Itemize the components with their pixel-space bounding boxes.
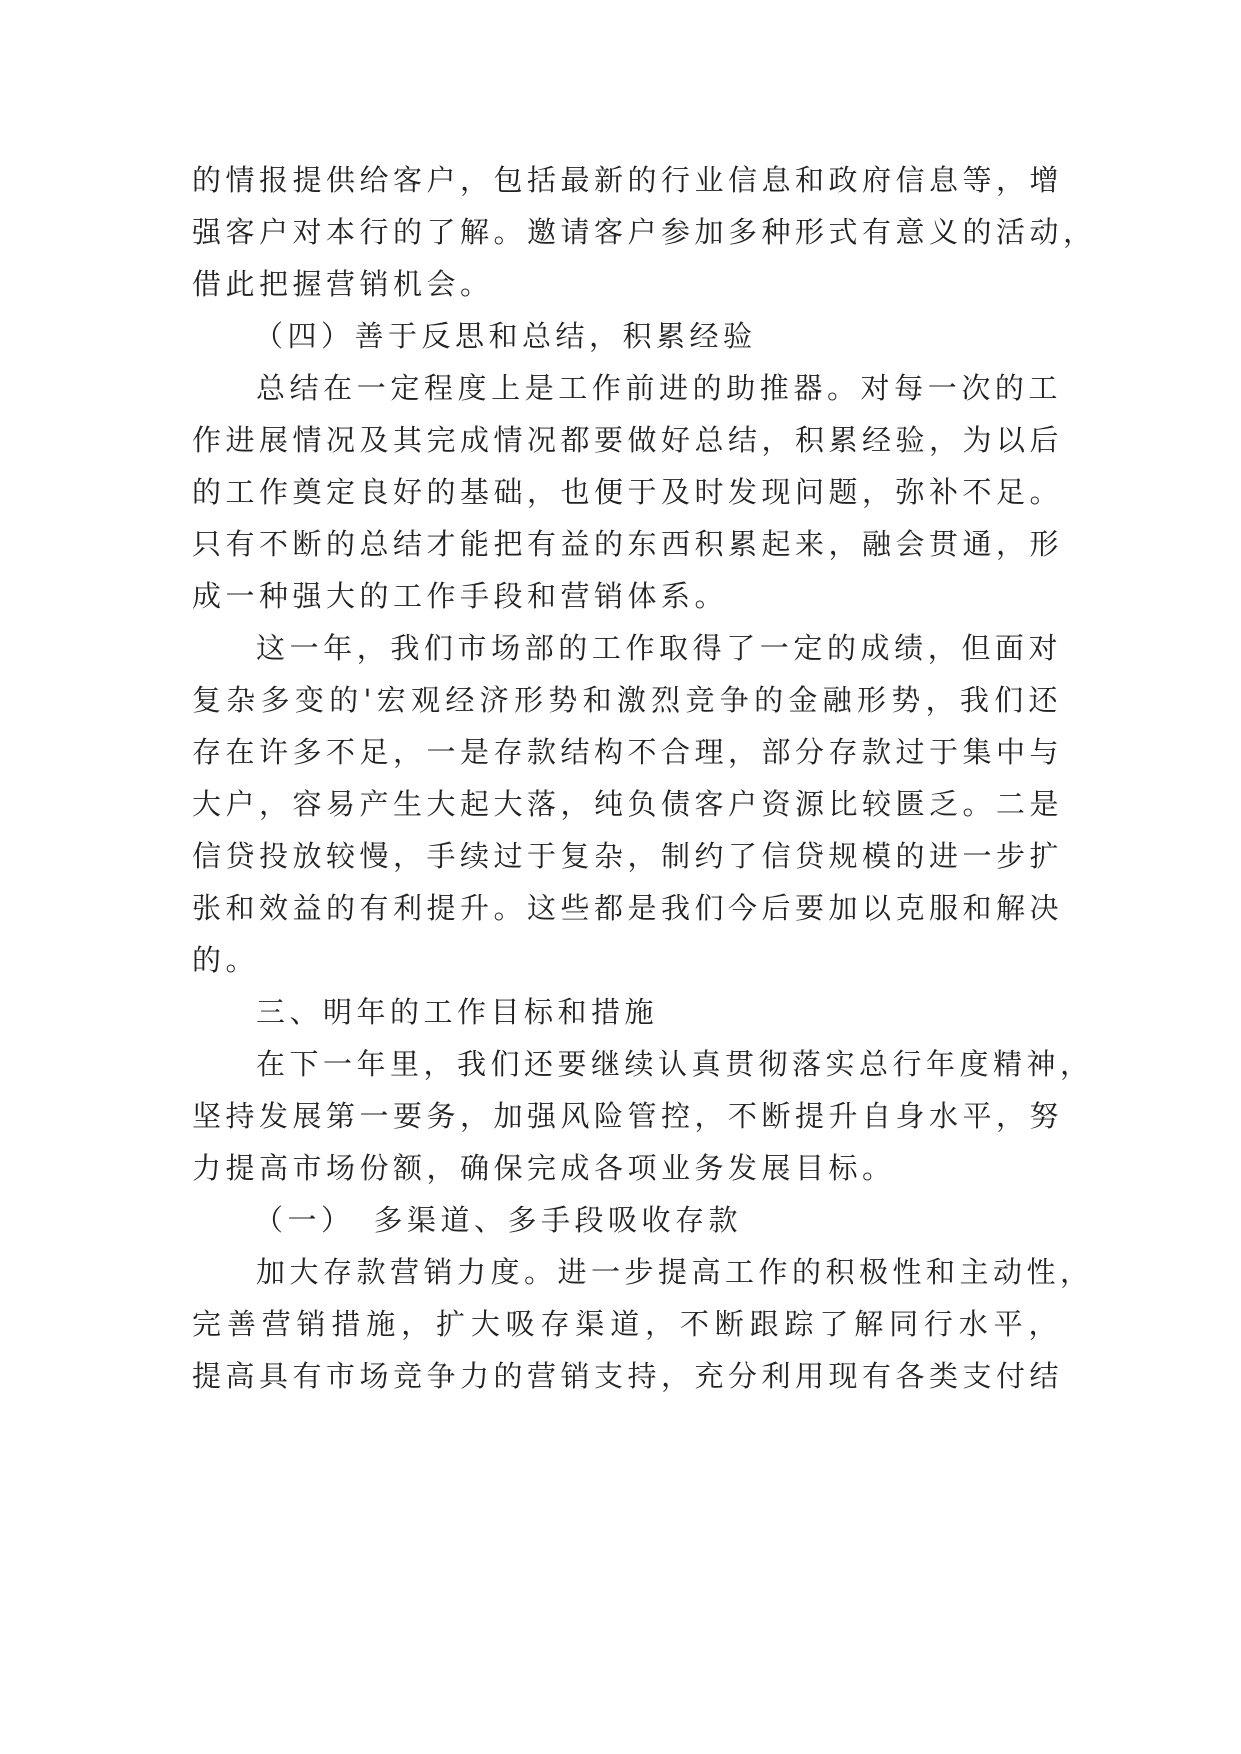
text-line: 存在许多不足，一是存款结构不合理，部分存款过于集中与 xyxy=(192,735,1064,769)
text-line: 在下一年里，我们还要继续认真贯彻落实总行年度精神， xyxy=(256,1047,1094,1081)
text-line: 完善营销措施，扩大吸存渠道，不断跟踪了解同行水平， xyxy=(192,1307,1062,1341)
section-heading: 三、明年的工作目标和措施 xyxy=(256,995,659,1029)
text-line: 复杂多变的'宏观经济形势和激烈竞争的金融形势，我们还 xyxy=(192,683,1062,717)
text-line: 的情报提供给客户，包括最新的行业信息和政府信息等，增 xyxy=(192,163,1064,197)
text-line: 这一年，我们市场部的工作取得了一定的成绩，但面对 xyxy=(256,631,1062,665)
text-line: 加大存款营销力度。进一步提高工作的积极性和主动性， xyxy=(256,1255,1094,1289)
text-line: 只有不断的总结才能把有益的东西积累起来，融会贯通，形 xyxy=(192,527,1064,561)
text-line: 坚持发展第一要务，加强风险管控，不断提升自身水平，努 xyxy=(192,1099,1064,1133)
text-line: 力提高市场份额，确保完成各项业务发展目标。 xyxy=(192,1151,896,1185)
text-line: 的工作奠定良好的基础，也便于及时发现问题，弥补不足。 xyxy=(192,475,1064,509)
text-line: 大户，容易产生大起大落，纯负债客户资源比较匮乏。二是 xyxy=(192,787,1064,821)
text-line: 的。 xyxy=(192,943,260,977)
section-heading: （四）善于反思和总结，积累经验 xyxy=(254,319,757,353)
text-line: 信贷投放较慢，手续过于复杂，制约了信贷规模的进一步扩 xyxy=(192,839,1064,873)
text-line: 作进展情况及其完成情况都要做好总结，积累经验，为以后 xyxy=(192,423,1064,457)
text-line: 提高具有市场竞争力的营销支持，充分利用现有各类支付结 xyxy=(192,1359,1064,1393)
text-line: 总结在一定程度上是工作前进的助推器。对每一次的工 xyxy=(256,371,1062,405)
section-heading: （一） 多渠道、多手段吸收存款 xyxy=(254,1203,743,1237)
text-line: 借此把握营销机会。 xyxy=(192,267,494,301)
text-line: 张和效益的有利提升。这些都是我们今后要加以克服和解决 xyxy=(192,891,1064,925)
text-line: 成一种强大的工作手段和营销体系。 xyxy=(192,579,729,613)
text-line: 强客户对本行的了解。邀请客户参加多种形式有意义的活动， xyxy=(192,215,1097,249)
